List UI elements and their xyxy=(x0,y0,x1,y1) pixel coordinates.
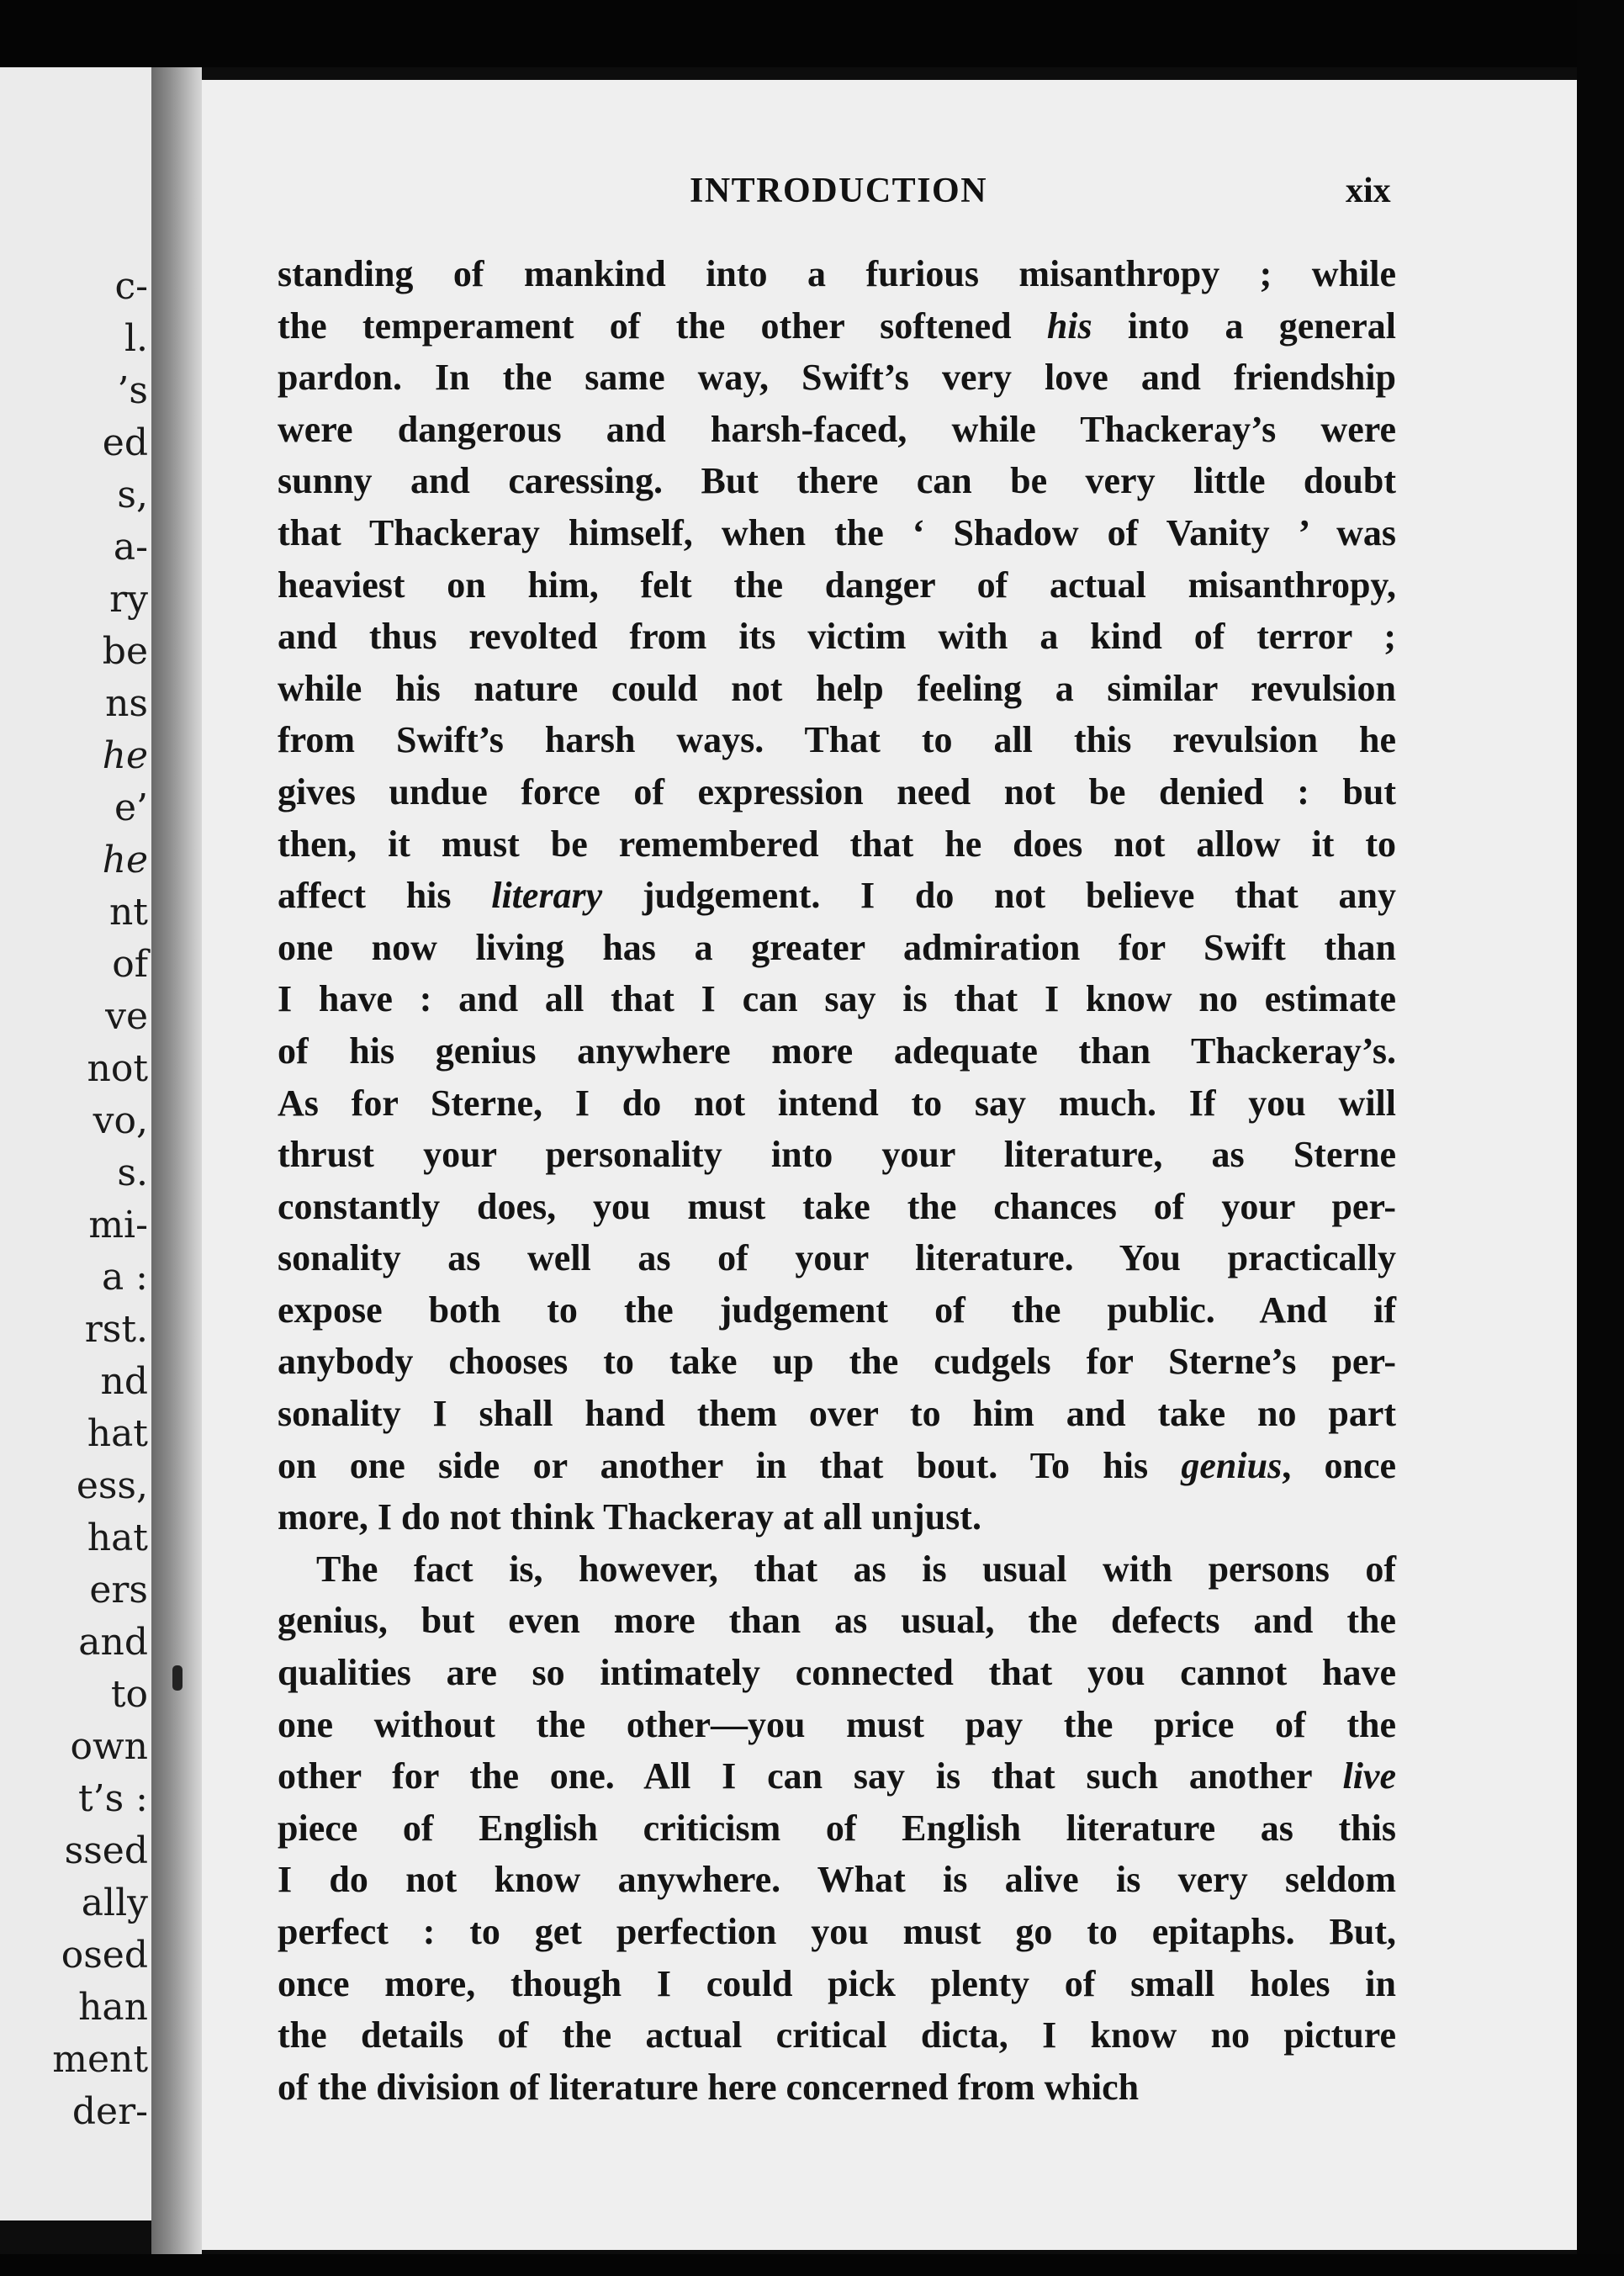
text-run: sonality as well as of your literature. You practically xyxy=(278,1237,1396,1279)
gutter-ink-mark xyxy=(172,1665,183,1691)
text-line xyxy=(278,1336,1396,1388)
paragraph-1 xyxy=(278,248,1396,1543)
left-page-fragment: ment xyxy=(52,2038,148,2081)
text-line xyxy=(278,1699,1396,1751)
text-run: expose both to the judgement of the public. And if xyxy=(278,1289,1396,1331)
text-run: into a general xyxy=(1092,304,1396,347)
left-page-fragment: ssed xyxy=(64,1829,148,1872)
text-run: more, I do not think Thackeray at all unjust. xyxy=(278,1496,981,1538)
text-line xyxy=(278,1854,1396,1906)
text-run: then, it must be remembered that he does not allow it to xyxy=(278,823,1396,865)
text-run: I have : and all that I can say is that I know no estimate xyxy=(278,978,1396,1020)
left-page-fragment: osed xyxy=(61,1934,148,1977)
text-run: constantly does, you must take the chances of your per- xyxy=(278,1185,1396,1227)
text-run: thrust your personality into your literature, as Sterne xyxy=(278,1134,1396,1176)
text-run: were dangerous and harsh-faced, while Thackeray’s were xyxy=(278,408,1396,450)
left-page-fragment: he xyxy=(102,839,148,881)
text-run: piece of English criticism of English literature as this xyxy=(278,1807,1396,1849)
left-page-fragment: ed xyxy=(102,421,148,464)
text-line xyxy=(278,714,1396,766)
text-run: perfect : to get perfection you must go to epitaphs. But, xyxy=(278,1911,1396,1952)
book-page xyxy=(202,80,1577,2250)
left-page-fragment: nt xyxy=(108,891,148,934)
left-page-fragment: der- xyxy=(71,2090,148,2133)
text-line xyxy=(278,455,1396,507)
text-line xyxy=(278,1129,1396,1181)
text-run: judgement. I do not believe that any xyxy=(602,875,1396,917)
text-run: on one side or another in that bout. To his xyxy=(278,1444,1182,1486)
text-run: genius, but even more than as usual, the defects and the xyxy=(278,1600,1396,1642)
scan-bottom-border xyxy=(0,2254,1624,2276)
text-run: while his nature could not help feeling a similar revulsion xyxy=(278,667,1396,709)
text-line xyxy=(278,352,1396,404)
text-line xyxy=(278,507,1396,559)
text-line xyxy=(278,1181,1396,1233)
left-page-fragment: a- xyxy=(113,526,148,569)
text-line xyxy=(278,1388,1396,1440)
text-run: pardon. In the same way, Swift’s very love and friendship xyxy=(278,357,1396,399)
text-line xyxy=(278,1440,1396,1492)
left-page-fragment: hat xyxy=(87,1412,148,1455)
italic-text-run: his xyxy=(1046,304,1092,347)
text-line xyxy=(278,922,1396,974)
left-page-fragment: ns xyxy=(105,682,148,725)
text-line xyxy=(278,1958,1396,2010)
page-body xyxy=(278,248,1396,2113)
left-page-fragment: ve xyxy=(105,995,148,1038)
left-page-line-endings xyxy=(4,261,151,2138)
left-page-fragment: nd xyxy=(100,1360,148,1403)
text-line xyxy=(278,1232,1396,1284)
text-run: once more, though I could pick plenty of small holes in xyxy=(278,1962,1396,2004)
text-run: qualities are so intimately connected that you cannot have xyxy=(278,1652,1396,1694)
italic-text-run: genius xyxy=(1181,1444,1283,1486)
text-line xyxy=(278,1025,1396,1077)
text-line xyxy=(278,1906,1396,1958)
italic-text-run: literary xyxy=(491,875,603,917)
left-page-fragment: ry xyxy=(109,578,148,621)
scan-top-border xyxy=(0,0,1624,67)
text-run: that Thackeray himself, when the ‘ Shadow of Vanity ’ was xyxy=(278,511,1396,553)
text-line xyxy=(278,248,1396,300)
text-line xyxy=(278,1750,1396,1802)
text-run: , once xyxy=(1282,1444,1397,1486)
text-run: sunny and caressing. But there can be very little doubt xyxy=(278,460,1396,502)
page-number: xix xyxy=(1346,172,1391,210)
italic-text-run: live xyxy=(1342,1755,1396,1797)
left-page-fragment: not xyxy=(87,1047,148,1090)
left-page-fragment: ers xyxy=(89,1569,148,1612)
text-line xyxy=(278,611,1396,663)
text-line xyxy=(278,2062,1396,2114)
text-run: of his genius anywhere more adequate than Thackeray’s. xyxy=(278,1029,1396,1072)
left-page-fragment: ’s xyxy=(117,369,148,412)
text-run: The fact is, however, that as is usual with persons of xyxy=(316,1548,1396,1590)
text-run: the temperament of the other softened xyxy=(278,304,1047,347)
text-line xyxy=(278,1802,1396,1855)
text-run: gives undue force of expression need not be denied : but xyxy=(278,770,1396,812)
text-run: standing of mankind into a furious misanthropy ; while xyxy=(278,253,1396,294)
left-page-fragment: c- xyxy=(114,265,148,308)
text-line xyxy=(278,766,1396,818)
running-head: INTRODUCTION xyxy=(690,172,988,210)
text-run: anybody chooses to take up the cudgels for Sterne’s per- xyxy=(278,1341,1396,1383)
left-page-fragment: e’ xyxy=(114,786,148,829)
left-page-fragment: to xyxy=(110,1673,148,1716)
text-run: I do not know anywhere. What is alive is very seldom xyxy=(278,1859,1396,1901)
text-line xyxy=(278,1491,1396,1543)
text-line xyxy=(278,663,1396,715)
left-page-fragment: he xyxy=(102,734,148,777)
left-page-fragment: of xyxy=(112,943,148,986)
left-page-fragment: s, xyxy=(117,474,148,516)
book-gutter xyxy=(151,67,202,2254)
left-page-fragment: vo, xyxy=(93,1099,148,1142)
left-page-fragment: a : xyxy=(101,1256,148,1299)
text-run: from Swift’s harsh ways. That to all this revulsion he xyxy=(278,719,1396,761)
left-page-fragment: han xyxy=(78,1986,148,2029)
left-page-fragment: hat xyxy=(87,1516,148,1559)
text-line xyxy=(278,404,1396,456)
paragraph-2 xyxy=(278,1543,1396,2114)
left-page-fragment: rst. xyxy=(84,1308,148,1351)
text-run: the details of the actual critical dicta, I know no picture xyxy=(278,2014,1396,2056)
text-line xyxy=(278,1077,1396,1130)
left-page-fragment: ess, xyxy=(76,1464,148,1507)
text-run: one without the other—you must pay the price of the xyxy=(278,1703,1396,1745)
left-page-fragment: ally xyxy=(81,1882,148,1924)
text-line xyxy=(278,2009,1396,2062)
left-page-fragment: s. xyxy=(117,1151,148,1194)
text-line xyxy=(278,1595,1396,1647)
text-line xyxy=(278,1543,1396,1596)
text-run: of the division of literature here concerned from which xyxy=(278,2066,1140,2108)
left-page-fragment: t’s : xyxy=(77,1777,148,1820)
text-line xyxy=(278,1284,1396,1336)
text-line xyxy=(278,870,1396,922)
left-page-fragment: be xyxy=(102,630,148,673)
left-facing-page xyxy=(0,67,151,2220)
text-line xyxy=(278,559,1396,611)
left-page-fragment: mi- xyxy=(88,1204,148,1247)
left-page-fragment: l. xyxy=(124,317,148,360)
text-run: affect his xyxy=(278,875,492,917)
text-run: one now living has a greater admiration for Swift than xyxy=(278,926,1396,968)
text-run: and thus revolted from its victim with a kind of terror ; xyxy=(278,616,1396,658)
text-run: other for the one. All I can say is that such another xyxy=(278,1755,1343,1797)
text-line xyxy=(278,973,1396,1025)
left-page-fragment: own xyxy=(70,1725,148,1768)
text-run: heaviest on him, felt the danger of actual misanthropy, xyxy=(278,564,1396,606)
text-line xyxy=(278,1647,1396,1699)
page-header xyxy=(202,171,1577,221)
text-line xyxy=(278,818,1396,871)
text-run: sonality I shall hand them over to him and take no part xyxy=(278,1393,1396,1435)
text-line xyxy=(278,300,1396,352)
text-run: As for Sterne, I do not intend to say much. If you will xyxy=(278,1082,1396,1124)
scan-right-border xyxy=(1577,0,1624,2276)
left-page-fragment: and xyxy=(78,1621,148,1664)
